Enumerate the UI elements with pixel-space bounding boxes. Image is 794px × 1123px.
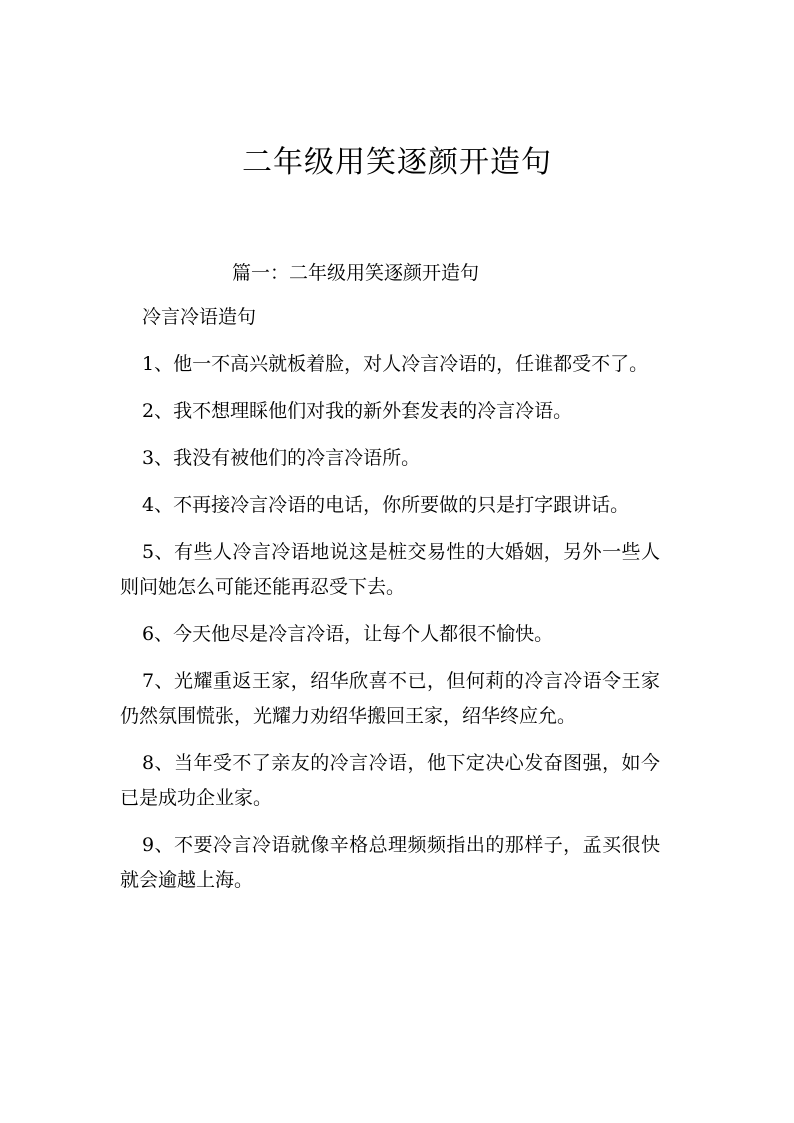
sentence-5: 5、有些人冷言冷语地说这是桩交易性的大婚姻，另外一些人则问她怎么可能还能再忍受下去。 <box>120 541 660 598</box>
sentence-2: 2、我不想理睬他们对我的新外套发表的冷言冷语。 <box>142 400 573 422</box>
sentence-4: 4、不再接冷言冷语的电话，你所要做的只是打字跟讲话。 <box>142 494 630 516</box>
document-title: 二年级用笑逐颜开造句 <box>242 145 552 180</box>
sentence-3: 3、我没有被他们的冷言冷语所。 <box>142 447 421 469</box>
sentence-8: 8、当年受不了亲友的冷言冷语，他下定决心发奋图强，如今已是成功企业家。 <box>120 752 660 809</box>
document-body <box>120 300 660 910</box>
subheading: 冷言冷语造句 <box>142 306 257 328</box>
sentence-7: 7、光耀重返王家，绍华欣喜不已，但何莉的冷言冷语令王家仍然氛围慌张，光耀力劝绍华搬回王家，绍华终应允。 <box>120 670 660 727</box>
section-heading: 篇一：二年级用笑逐颜开造句 <box>232 262 480 284</box>
sentence-6: 6、今天他尽是冷言冷语，让每个人都很不愉快。 <box>142 623 554 645</box>
sentence-9: 9、不要冷言冷语就像辛格总理频频指出的那样子，孟买很快就会逾越上海。 <box>120 834 660 891</box>
sentence-1: 1、他一不高兴就板着脸，对人冷言冷语的，任谁都受不了。 <box>142 353 649 375</box>
